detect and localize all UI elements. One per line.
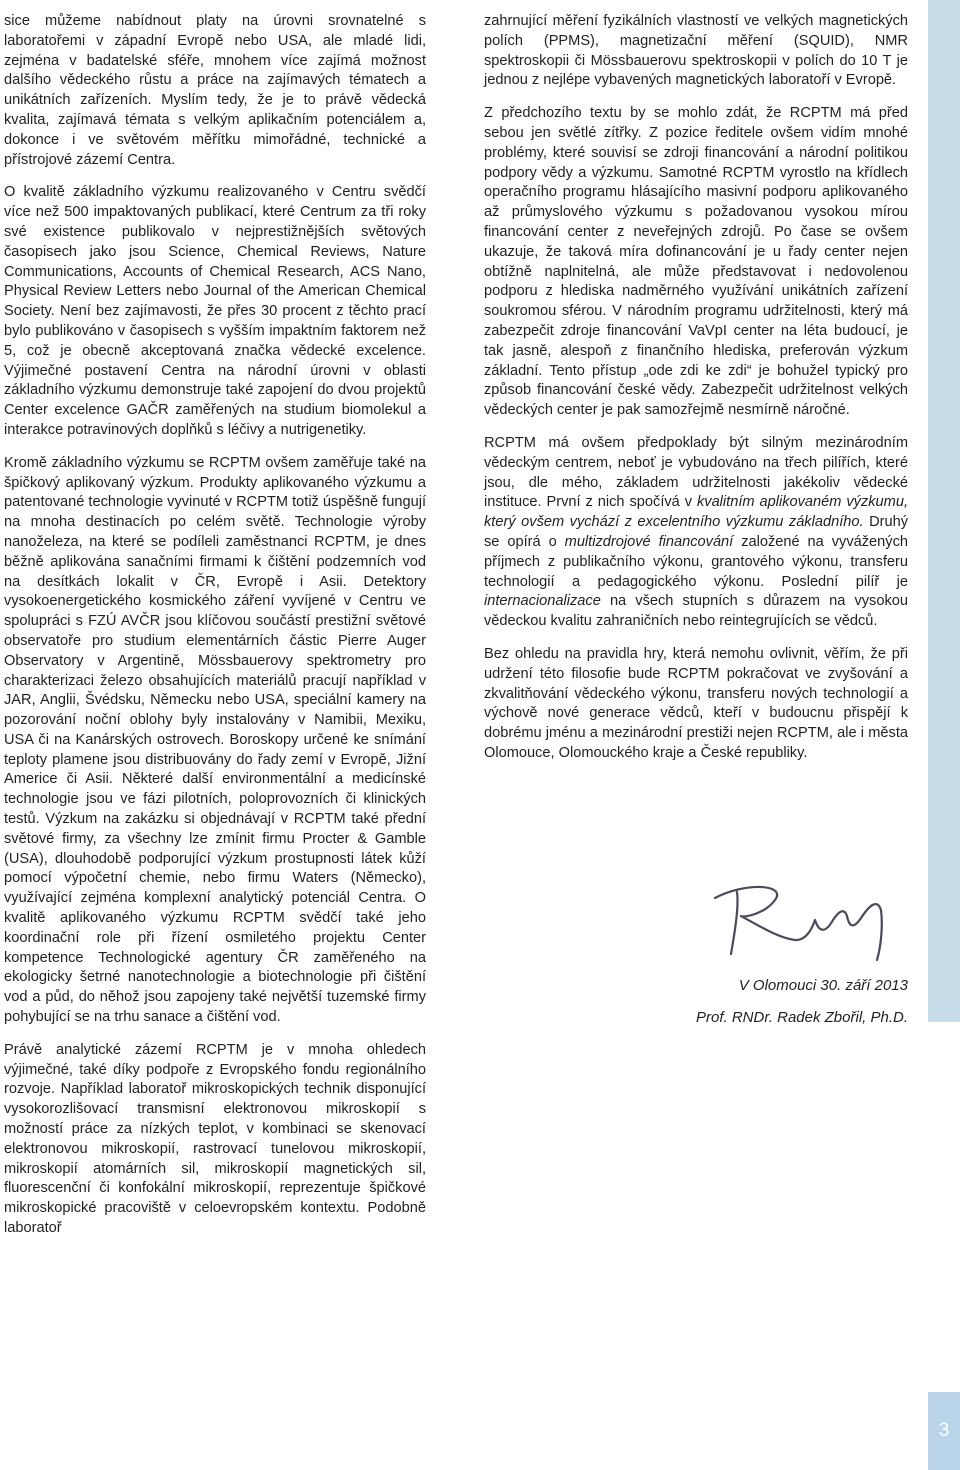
page-number: 3 bbox=[938, 1420, 950, 1441]
page-number-tab bbox=[928, 1392, 960, 1470]
emphasis-funding: multizdrojové financování bbox=[564, 533, 734, 550]
paragraph: sice můžeme nabídnout platy na úrovni srovnatelné s laboratořemi v západní Evropě nebo USA, ale mladé lidi, zejména v badatelské sféře, mnohem více zajímá možnost dalšího vědeckého růstu a práce na zajímavých tématech a unikátních zařízeních. Myslím tedy, že je to právě vědecká kvalita, zajímavá témata s velkým aplikačním potenciálem a, dokonce i ve světovém měřítku mimořádné, technické a přístrojové zázemí Centra. bbox=[4, 13, 426, 168]
right-column bbox=[484, 12, 908, 777]
paragraph: zahrnující měření fyzikálních vlastností ve velkých magnetických polích (PPMS), magnetizační měření (SQUID), NMR spektroskopii či Mössbauerovu spektroskopii v polích do 10 T je jednou z nejlépe vybavených magnetických laboratoří v Evropě. bbox=[484, 13, 908, 89]
handwritten-signature bbox=[695, 876, 900, 966]
paragraph: O kvalitě základního výzkumu realizovaného v Centru svědčí více než 500 impaktovaných publikací, které Centrum za tři roky své existence publikovalo v nejprestižnějších světových časopisech jako jsou Science, Chemical Reviews, Nature Communications, Accounts of Chemical Research, ACS Nano, Physical Review Letters nebo Journal of the American Chemical Society. Není bez zajímavosti, že přes 30 procent z těchto prací bylo publikováno v časopisech s vyšším impaktním faktorem než 5, což je obecně akceptovaná značka vědecké excelence. Výjimečné postavení Centra na národní úrovni v oblasti základního výzkumu demonstruje také zapojení do dvou projektů Center excelence GAČR zaměřených na studium biomolekul a interakce potravinových doplňků s léčivy a nutrigenetiky. bbox=[4, 184, 426, 438]
paragraph: Právě analytické zázemí RCPTM je v mnoha ohledech výjimečné, také díky podpoře z Evropského fondu regionálního rozvoje. Například laboratoř mikroskopických technik disponující vysokorozlišovací transmisní elektronovou mikroskopií s možností práce za nízkých teplot, v kombinaci se skenovací elektronovou mikroskopií, rastrovací tunelovou mikroskopií, mikroskopií atomárních sil, mikroskopií magnetických sil, fluorescenční či konfokální mikroskopií, reprezentuje špičkové mikroskopické pracoviště v celoevropském kontextu. Podobně laboratoř bbox=[4, 1041, 426, 1237]
paragraph: Bez ohledu na pravidla hry, která nemohu ovlivnit, věřím, že při udržení této filosofie bude RCPTM pokračovat ve zvyšování a zkvalitňování vědeckého výkonu, transferu nových technologií a výchově nové generace vědců, kteří v budoucnu přispějí k dobrému jménu a mezinárodní prestiži nejen RCPTM, ale i města Olomouce, Olomouckého kraje a České republiky. bbox=[484, 645, 908, 761]
left-column bbox=[4, 12, 426, 1252]
paragraph: Z předchozího textu by se mohlo zdát, že RCPTM má před sebou jen světlé zítřky. Z pozice ředitele ovšem vidím mnohé problémy, které souvisí se zdroji financování a národní politikou podpory vědy a výzkumu. Samotné RCPTM vyrostlo na křídlech operačního programu hlásajícího masivní podporu aplikovaného až průmyslového výzkumu s požadovanou vysokou mírou financování center z neveřejných zdrojů. Po čase se ovšem ukazuje, že taková míra dofinancování je u řady center nejen obtížně naplnitelná, ale může představovat i nedovolenou podporu z hlediska nadměrného využívání unikátních zařízení soukromou sférou. V národním programu udržitelnosti, který má zabezpečit zdroje financování VaVpI center na léta budoucí, je tak jasně, alespoň z finančního hlediska, preferován výzkum základní. Tento přístup „ode zdi ke zdi“ je bohužel typický pro způsob financování české vědy. Zabezpečit udržitelnost velkých vědeckých center je pak samozřejmě nesmírně náročné. bbox=[484, 105, 908, 419]
text-span: na všech stupních s důrazem na vysokou vědeckou kvalitu zahraničních nebo reintegrujících se vědců. bbox=[484, 593, 908, 630]
signature-place-date: V Olomouci 30. září 2013 bbox=[738, 977, 908, 994]
side-accent-bar bbox=[928, 0, 960, 1022]
text-span: založené na vyvážených příjmech z publikačního výkonu, grantového výkonu, transferu technologií a pedagogického výkonu. Poslední pilíř je bbox=[484, 533, 908, 590]
paragraph-pillars bbox=[484, 434, 908, 632]
text-span: Druhý se opírá o bbox=[484, 514, 909, 550]
paragraph: Kromě základního výzkumu se RCPTM ovšem zaměřuje také na špičkový aplikovaný výzkum. Produkty aplikovaného výzkumu a patentované technologie vyvinuté v RCPTM totiž úspěšně fungují na mnoha destinacích po celém světě. Technologie výroby nanoželeza, na které se podíleli zaměstnanci RCPTM, je dnes běžně aplikována sanačními firmami k čištění podzemních vod na desítkách lokalit v ČR, Evropě i Asii. Detektory vysokoenergetického kosmického záření vyvíjené v Centru ve spolupráci s FZÚ AVČR jsou klíčovou součástí prestižní světové observatoře pro studium elementárních částic Pierre Auger Observatory v Argentině, Mössbauerovy spektrometry pro charakterizaci železo obsahujících materiálů pracují například v JAR, Anglii, Švédsku, Německu nebo USA, speciální kamery na pozorování noční oblohy byly instalovány v Namibii, Mexiku, USA či na Kanárských ostrovech. Boroskopy určené ke snímání teploty plamene jsou distribuovány do řady zemí v Evropě, Jižní Americe či Asii. Některé další environmentální a medicínské technologie jsou ve fázi pilotních, poloprovozních či klinických testů. Výzkum na zakázku si objednávají v RCPTM také přední světové firmy, za všechny lze zmínit firmu Procter & Gamble (USA), dlouhodobě podporující výzkum prostupnosti látek kůží pomocí výpočetní chemie, nebo firmu Waters (Německo), využívající zejména komplexní analytický potenciál Centra. O kvalitě aplikovaného výzkumu RCPTM svědčí také jeho koordinační role při řízení osmiletého projektu Center kompetence Technologické agentury ČR zaměřeného na ekologicky šetrné nanotechnologie a biotechnologie při čištění vod a půd, do něhož jsou zapojeny také největší tuzemské firmy pohybující se na trhu sanace a čištění vod. bbox=[4, 454, 426, 1026]
text-span: RCPTM má ovšem předpoklady být silným mezinárodním vědeckým centrem, neboť je vybudováno na třech pilířích, které jsou, dle mého, základem udržitelnosti jakékoliv vědecké instituce. První z nich spočívá v bbox=[484, 434, 908, 511]
signature-name: Prof. RNDr. Radek Zbořil, Ph.D. bbox=[696, 1009, 908, 1026]
emphasis-internationalization: internacionalizace bbox=[484, 593, 601, 610]
emphasis-applied-research: kvalitním aplikovaném výzkumu, který ovšem vychází z excelentního výzkumu základního. bbox=[484, 494, 908, 531]
